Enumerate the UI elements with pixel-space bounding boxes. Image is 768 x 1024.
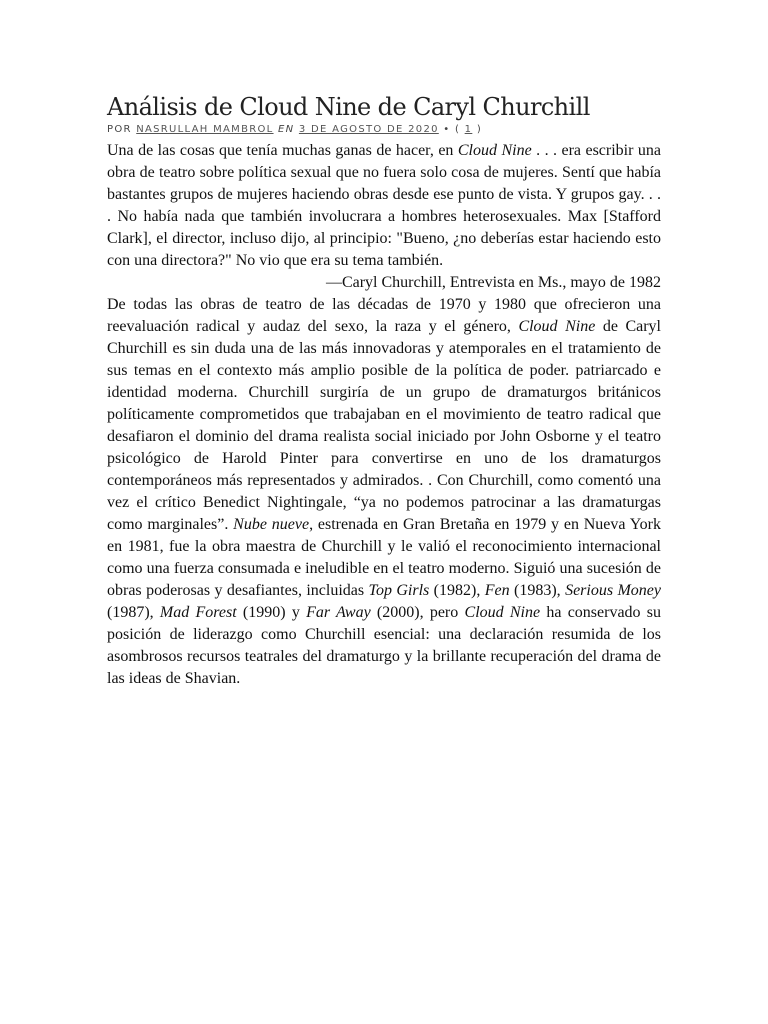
paragraph-text: (1982), — [429, 582, 485, 599]
paragraph-text: de Caryl Churchill es sin duda una de las más innovadoras y atemporales en el tratamiento de sus temas en el contexto más amplio posible de la política de poder. patriarcado e identidad moderna. Churchill surgiría de un grupo de dramaturgos británicos políticamente comprometidos que trabajaban en el movimiento de teatro radical que desafiaron el dominio del drama realista social iniciado por John Osborne y el teatro psicológico de Harold Pinter para convertirse en uno de los dramaturgos contemporáneos más representados y admirados. . Con Churchill, como comentó una vez el crítico Benedict Nightingale, “ya no podemos patrocinar a las dramaturgas como marginales”. — [107, 318, 661, 533]
play-title: Fen — [484, 582, 510, 599]
play-title: Far Away — [306, 604, 371, 621]
epigraph-attribution: —Caryl Churchill, Entrevista en Ms., mayo de 1982 — [325, 274, 661, 291]
meta-by: POR — [107, 124, 132, 135]
epigraph-italic: Cloud Nine — [457, 142, 532, 159]
play-title: Cloud Nine — [464, 604, 541, 621]
paragraph-text: ha conservado su posición de liderazgo como Churchill esencial: una declaración resumida de los asombrosos recursos teatrales del dramaturgo y la brillante recuperación del drama de las ideas de Shavian. — [107, 604, 662, 687]
paragraph-text: (1987), — [107, 604, 160, 621]
epigraph-text: Una de las cosas que tenía muchas ganas de hacer, en — [107, 142, 458, 159]
article-meta — [107, 123, 661, 137]
meta-close: ) — [476, 124, 483, 135]
paragraph-text: , estrenada en Gran Bretaña en 1979 y en Nueva York en 1981, fue la obra maestra de Churchill y le valió el reconocimiento internacional como una fuerza consumada e ineludible en el teatro moderno. Siguió una sucesión de obras poderosas y desafiantes, incluidas — [107, 516, 662, 599]
epigraph-text: . . . era escribir una obra de teatro sobre política sexual que no fuera solo cosa de mujeres. Sentí que había bastantes grupos de mujeres haciendo obras desde ese punto de vista. Y grupos gay. . . . No había nada que también involucrara a hombres heterosexuales. Max [Stafford Clark], el director, incluso dijo, al principio: "Bueno, ¿no deberías estar haciendo esto con una directora?" No vio que era su tema también. — [107, 142, 661, 269]
meta-on: EN — [278, 124, 295, 135]
paragraph-text: De todas las obras de teatro de las décadas de 1970 y 1980 que ofrecieron una reevaluación radical y audaz del sexo, la raza y el género, — [107, 296, 661, 335]
play-title: Mad Forest — [159, 604, 237, 621]
play-title: Serious Money — [565, 582, 661, 599]
article — [107, 92, 661, 690]
date-link[interactable]: 3 DE AGOSTO DE 2020 — [298, 124, 439, 135]
paragraph-text: (2000), pero — [370, 604, 465, 621]
main-paragraph — [107, 294, 661, 690]
epigraph — [107, 140, 661, 272]
play-title: Cloud Nine — [518, 318, 596, 335]
article-title: Análisis de Cloud Nine de Caryl Churchill — [107, 93, 590, 121]
play-title: Top Girls — [368, 582, 430, 599]
paragraph-text: (1983), — [509, 582, 566, 599]
author-link[interactable]: NASRULLAH MAMBROL — [136, 124, 274, 135]
article-body — [107, 140, 661, 690]
paragraph-text: (1990) y — [236, 604, 307, 621]
comments-link[interactable]: 1 — [464, 124, 473, 135]
meta-separator: • ( — [443, 124, 461, 135]
play-title: Nube nueve — [233, 516, 310, 533]
